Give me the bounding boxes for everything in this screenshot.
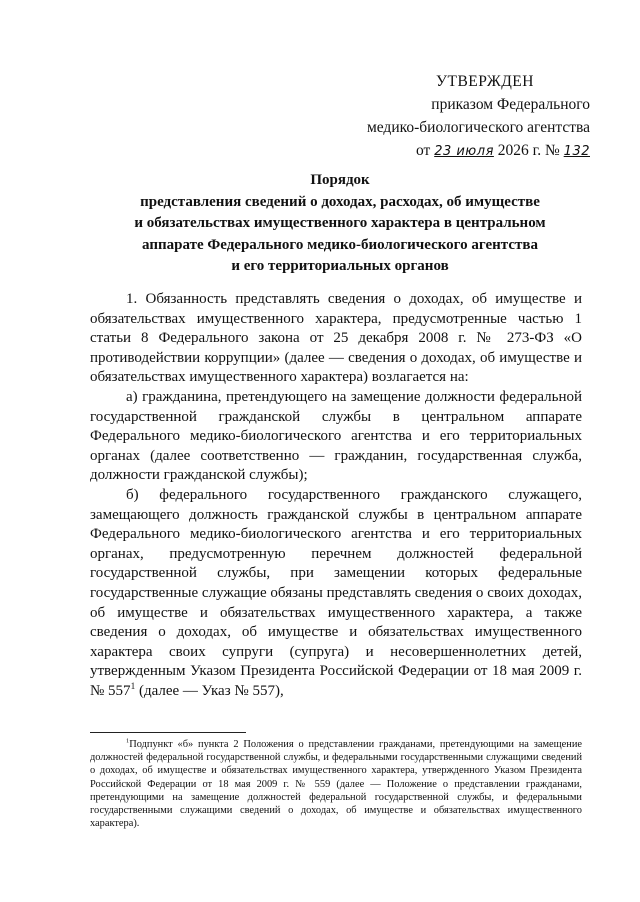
paragraph-2b-tail: (далее — Указ № 557), bbox=[135, 682, 284, 699]
title-line-4: аппарате Федерального медико-биологического агентства bbox=[142, 236, 538, 253]
title-line-2: представления сведений о доходах, расходах, об имуществе bbox=[140, 193, 540, 210]
handwritten-date: 23 июля bbox=[434, 144, 494, 159]
handwritten-number: 132 bbox=[563, 144, 590, 159]
paragraph-2a: а) гражданина, претендующего на замещение должности федеральной государственной гражданской службы в центральном аппарате Федерального медико-биологического агентства и его территориальных органах (далее соответственно — гражданин, государственная служба, должности гражданской службы); bbox=[90, 388, 582, 484]
date-year: 2026 г. № bbox=[497, 142, 560, 159]
title-line-5: и его территориальных органов bbox=[231, 258, 449, 274]
footnote-separator bbox=[90, 732, 246, 733]
footnote-ref: 1 bbox=[130, 681, 136, 692]
footnote-text: Подпункт «б» пункта 2 Положения о представлении гражданами, претендующими на замещение должностей федеральной государственной службы, и федеральными государственными служащими сведений о доходах, об имуществе и обязательствах имущественного характера, утвержденного Указом Президента Российской Федерации от 18 мая 2009 г. № 559 (далее — Положение о представлении гражданами, претендующими на замещение должностей федеральной государственной службы, и федеральными государственными служащими сведений о доходах, об имуществе и обязательствах имущественного характера). bbox=[90, 739, 582, 830]
approval-order-line: приказом Федерального bbox=[431, 96, 590, 113]
document-body bbox=[90, 290, 582, 701]
paragraph-2b-text: б) федерального государственного гражданского служащего, замещающего должность гражданской службы в центральном аппарате Федерального медико-биологического агентства и его территориальных органах, предусмотренную перечнем должностей федеральной государственной службы, при замещении которых федеральные государственные служащие обязаны представлять сведения о своих доходах, об имуществе и обязательствах имущественного характера, а также сведения о доходах, об имуществе и обязательствах имущественного характера своих супруги (супруга) и несовершеннолетних детей, утвержденным Указом Президента Российской Федерации от 18 мая 2009 г. № 557 bbox=[90, 486, 582, 699]
paragraph-2b bbox=[90, 486, 582, 702]
title-line-1: Порядок bbox=[310, 172, 370, 188]
approval-date-line bbox=[350, 139, 590, 163]
paragraph-1: 1. Обязанность представлять сведения о доходах, об имуществе и обязательствах имущественного характера, предусмотренные частью 1 статьи 8 Федерального закона от 25 декабря 2008 г. № 273-ФЗ «О противодействии коррупции» (далее — сведения о доходах, об имуществе и обязательствах имущественного характера) возлагается на: bbox=[90, 291, 582, 386]
approval-stamp bbox=[350, 70, 590, 163]
approval-agency-line: медико-биологического агентства bbox=[366, 119, 590, 136]
document-title bbox=[90, 170, 590, 278]
footnote bbox=[90, 738, 582, 830]
footnote-marker: 1 bbox=[126, 737, 130, 745]
approval-heading: УТВЕРЖДЕН bbox=[436, 73, 534, 90]
title-line-3: и обязательствах имущественного характера в центральном bbox=[134, 215, 546, 231]
date-prefix: от bbox=[415, 142, 431, 159]
